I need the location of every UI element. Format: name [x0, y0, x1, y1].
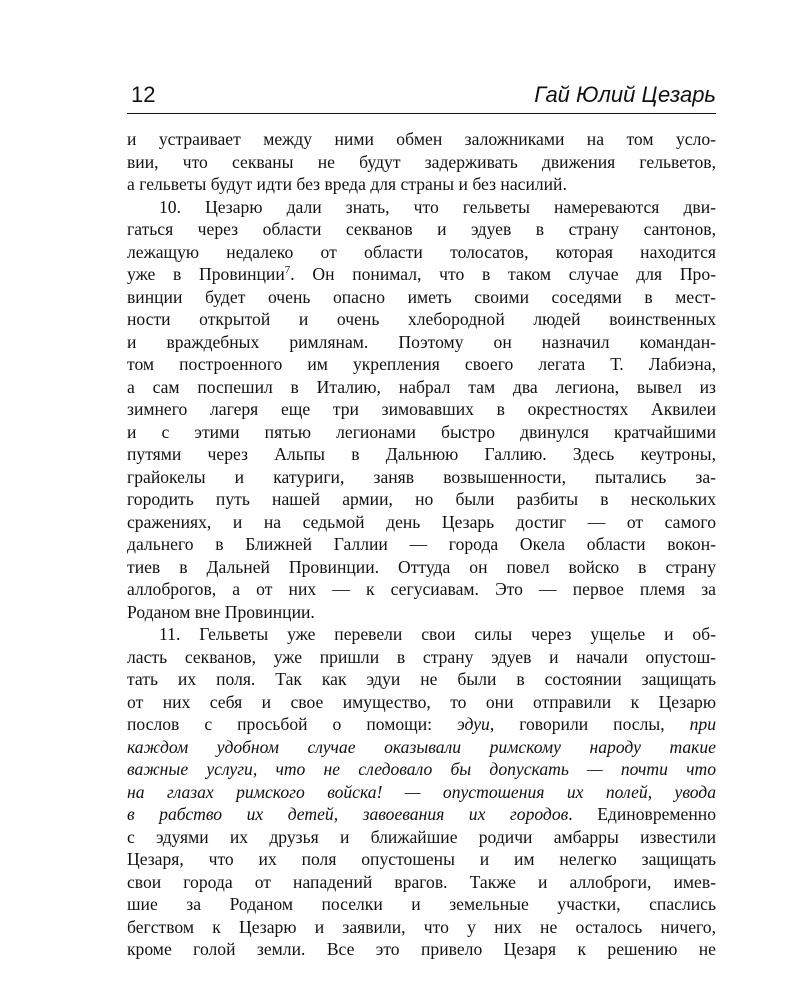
text-segment: при: [689, 714, 716, 734]
header-rule: [127, 113, 716, 114]
text-line: [127, 173, 716, 196]
text-segment: и враждебных римлянам. Поэтому он назначил командан-: [127, 331, 716, 352]
text-segment: винции будет очень опасно иметь своими соседями в мест-: [127, 286, 716, 307]
text-line: [127, 601, 716, 624]
running-header: [127, 74, 716, 114]
text-line: [127, 286, 716, 309]
text-segment: тать их поля. Так как эдуи не были в состоянии защищать: [127, 669, 716, 689]
text-segment: . Единовременно: [568, 804, 716, 824]
text-line: [127, 376, 716, 399]
text-segment: уже в Провинции: [127, 264, 285, 284]
text-segment: а сам поспешил в Италию, набрал там два легиона, вывел из: [127, 376, 716, 397]
text-line: [127, 398, 716, 421]
text-line: [127, 781, 716, 804]
book-page: [127, 74, 716, 961]
text-segment: аллоброгов, а от них — к сегусиавам. Это — первое племя за: [127, 579, 716, 599]
text-line: [127, 421, 716, 444]
text-segment: ласть секванов, уже пришли в страну эдуев и начали опустош-: [127, 646, 716, 667]
text-line: [127, 691, 716, 714]
text-line: [127, 511, 716, 534]
text-line: [127, 713, 716, 736]
text-segment: зимнего лагеря еще три зимовавших в окрестностях Аквилеи: [127, 399, 716, 419]
text-segment: путями через Альпы в Дальнюю Галлию. Здесь кеутроны,: [127, 444, 716, 464]
text-line: [127, 331, 716, 354]
body-text: [127, 128, 716, 961]
text-line: [127, 668, 716, 691]
text-segment: бегством к Цезарю и заявили, что у них не осталось ничего,: [127, 916, 716, 937]
text-segment: , говорили послы,: [489, 714, 690, 734]
text-line: [127, 308, 716, 331]
text-line: [127, 556, 716, 579]
text-segment: грайокелы и катуриги, заняв возвышенности, пытались за-: [127, 466, 716, 487]
text-segment: дальнего в Ближней Галлии — города Окела области вокон-: [127, 534, 716, 554]
text-segment: ности открытой и очень хлебородной людей воинственных: [127, 309, 716, 329]
text-segment: Роданом вне Провинции.: [127, 601, 315, 622]
text-line: [127, 803, 716, 826]
text-line: [127, 128, 716, 151]
text-segment: шие за Роданом поселки и земельные участки, спаслись: [127, 894, 716, 914]
text-line: [127, 736, 716, 759]
text-line: [127, 533, 716, 556]
text-segment: в рабство их детей, завоевания их городов: [127, 804, 569, 824]
text-line: [127, 871, 716, 894]
text-line: [127, 241, 716, 264]
page-number: 12: [131, 82, 156, 107]
text-segment: вии, что секваны не будут задерживать движения гельветов,: [127, 151, 716, 172]
text-line: [127, 893, 716, 916]
text-line: [127, 578, 716, 601]
text-segment: том построенного им укрепления своего легата Т. Лабиэна,: [127, 354, 716, 374]
text-segment: гаться через области секванов и эдуев в страну сантонов,: [127, 219, 716, 239]
text-segment: с эдуями их друзья и ближайшие родичи амбарры известили: [127, 826, 716, 847]
text-segment: и с этими пятью легионами быстро двинулся кратчайшими: [127, 421, 716, 442]
text-line: [127, 218, 716, 241]
text-segment: Цезаря, что их поля опустошены и им нелегко защищать: [127, 849, 716, 869]
text-line: [127, 938, 716, 961]
text-segment: городить путь нашей армии, но были разбиты в нескольких: [127, 489, 716, 509]
text-segment: а гельветы будут идти без вреда для страны и без насилий.: [127, 174, 567, 194]
text-line: [127, 646, 716, 669]
text-segment: и устраивает между ними обмен заложниками на том усло-: [127, 129, 716, 149]
text-line: [127, 443, 716, 466]
text-line: [127, 263, 716, 286]
footnote-marker: 7: [284, 264, 291, 276]
text-segment: послов с просьбой о помощи:: [127, 714, 457, 734]
text-line: [127, 353, 716, 376]
text-line: [127, 916, 716, 939]
text-segment: сражениях, и на седьмой день Цезарь достиг — от самого: [127, 511, 716, 532]
text-line: [127, 488, 716, 511]
text-line: [127, 196, 716, 219]
text-segment: на глазах римского войска! — опустошения их полей, увода: [127, 781, 716, 802]
text-line: [127, 758, 716, 781]
running-title: Гай Юлий Цезарь: [534, 82, 716, 107]
text-segment: 10. Цезарю дали знать, что гельветы намереваются дви-: [159, 196, 716, 217]
text-segment: 11. Гельветы уже перевели свои силы через ущелье и об-: [159, 624, 716, 644]
text-segment: свои города от нападений врагов. Также и аллоброги, имев-: [127, 871, 716, 892]
text-segment: тиев в Дальней Провинции. Оттуда он повел войско в страну: [127, 556, 716, 577]
text-segment: лежащую недалеко от области толосатов, которая находится: [127, 241, 716, 262]
text-line: [127, 848, 716, 871]
text-segment: эдуи: [457, 714, 490, 734]
text-line: [127, 826, 716, 849]
text-line: [127, 623, 716, 646]
text-segment: кроме голой земли. Все это привело Цезаря к решению не: [127, 939, 716, 959]
text-line: [127, 151, 716, 174]
text-segment: . Он понимал, что в таком случае для Про-: [290, 264, 716, 284]
text-segment: от них себя и свое имущество, то они отправили к Цезарю: [127, 691, 716, 712]
text-line: [127, 466, 716, 489]
text-segment: важные услуги, что не следовало бы допускать — почти что: [127, 759, 716, 779]
text-segment: каждом удобном случае оказывали римскому народу такие: [127, 736, 716, 757]
